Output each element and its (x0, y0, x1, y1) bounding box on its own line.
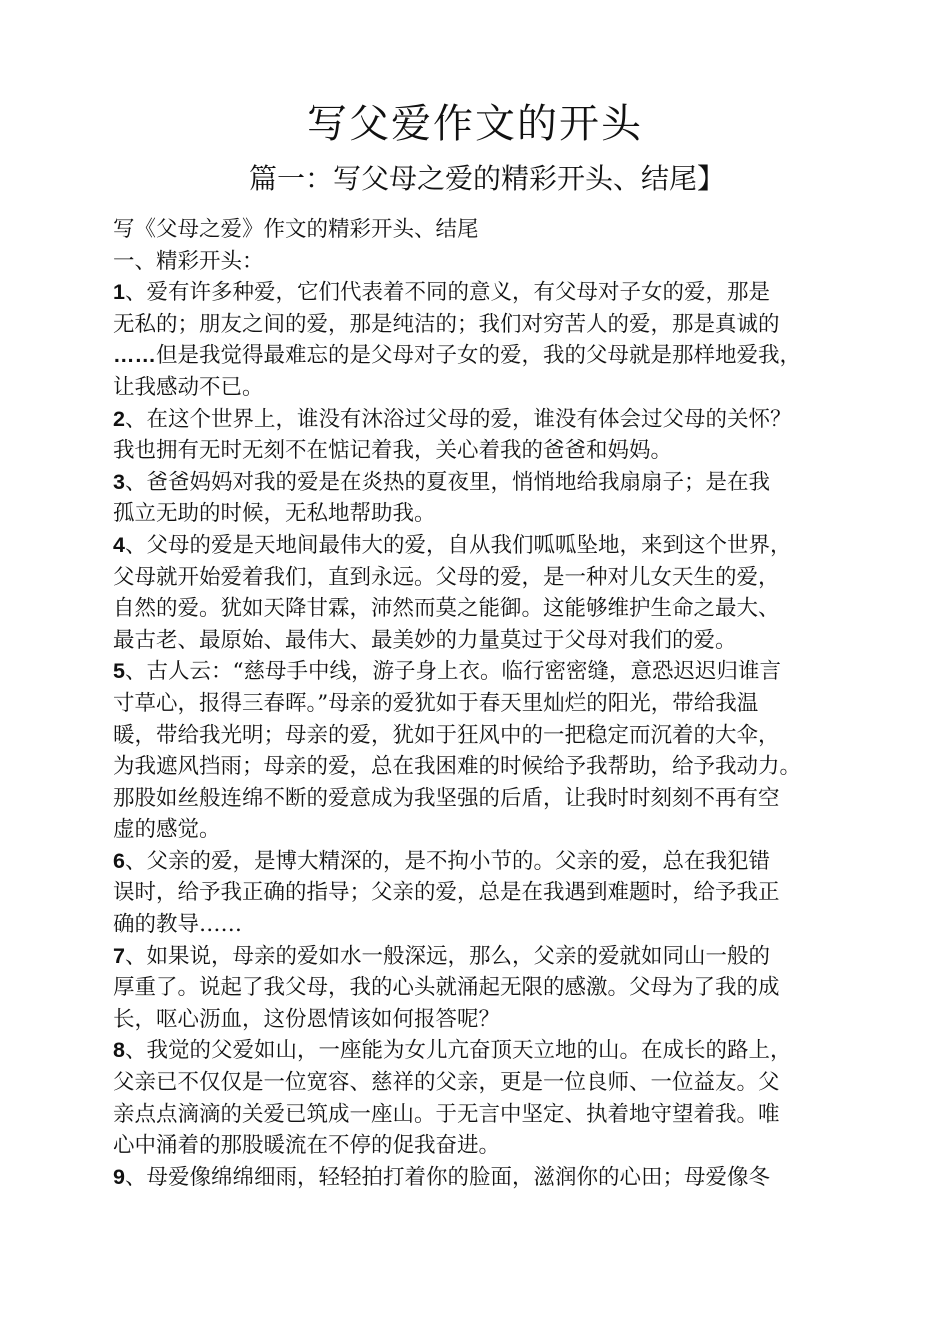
line-text: 、母爱像绵绵细雨，轻轻拍打着你的脸面，滋润你的心田；母爱像冬 (124, 1164, 770, 1190)
line-text: 、古人云：“慈母手中线，游子身上衣。临行密密缝，意恐迟迟归谁言 (124, 659, 781, 685)
line-text: 虚的感觉。 (113, 817, 221, 843)
text-line (113, 877, 853, 909)
text-line (113, 593, 853, 625)
line-text: 、我觉的父爱如山，一座能为女儿亢奋顶天立地的山。在成长的路上， (124, 1038, 792, 1064)
line-text: 孤立无助的时候，无私地帮助我。 (113, 501, 436, 527)
text-line (113, 625, 853, 657)
line-text: 一、精彩开头： (113, 248, 264, 274)
line-text: 、父亲的爱，是博大精深的，是不拘小节的。父亲的爱，总在我犯错 (124, 848, 770, 874)
line-text: 父亲已不仅仅是一位宽容、慈祥的父亲，更是一位良师、一位益友。父 (113, 1070, 780, 1096)
text-line (113, 814, 853, 846)
text-line (113, 1067, 853, 1099)
item-number: 3 (113, 469, 125, 494)
text-line (113, 1099, 853, 1131)
line-text: 让我感动不已。 (113, 374, 264, 400)
line-text: 厚重了。说起了我父母，我的心头就涌起无限的感激。父母为了我的成 (113, 975, 780, 1001)
line-text: 心中涌着的那股暖流在不停的促我奋进。 (113, 1133, 501, 1159)
text-line (113, 562, 853, 594)
text-line (113, 941, 853, 973)
text-line (113, 435, 853, 467)
line-text: 确的教导…… (113, 912, 243, 938)
text-line (113, 688, 853, 720)
text-line (113, 467, 853, 499)
line-text: 暖，带给我光明；母亲的爱，犹如于狂风中的一把稳定而沉着的大伞， (113, 722, 780, 748)
item-number: 5 (113, 659, 125, 684)
text-line (113, 498, 853, 530)
text-line (113, 909, 853, 941)
text-line (113, 404, 853, 436)
text-line (113, 277, 853, 309)
text-line (113, 972, 853, 1004)
item-number: 9 (113, 1164, 125, 1189)
line-text: 亲点点滴滴的关爱已筑成一座山。于无言中坚定、执着地守望着我。唯 (113, 1101, 780, 1127)
text-line (113, 846, 853, 878)
line-text: 自然的爱。犹如天降甘霖，沛然而莫之能御。这能够维护生命之最大、 (113, 596, 780, 622)
line-text: 寸草心，报得三春晖。”母亲的爱犹如于春天里灿烂的阳光，带给我温 (113, 690, 759, 716)
line-text: 无私的；朋友之间的爱，那是纯洁的；我们对穷苦人的爱，那是真诚的 (113, 311, 780, 337)
line-text: 、爱有许多种爱，它们代表着不同的意义，有父母对子女的爱，那是 (124, 280, 770, 306)
item-number: 2 (113, 406, 125, 431)
item-number: 8 (113, 1038, 125, 1063)
page-title: 写父爱作文的开头 (307, 101, 643, 147)
line-text: 最古老、最原始、最伟大、最美妙的力量莫过于父母对我们的爱。 (113, 627, 737, 653)
text-line (113, 720, 853, 752)
item-number: 4 (113, 532, 125, 557)
line-text: 、如果说，母亲的爱如水一般深远，那么，父亲的爱就如同山一般的 (124, 943, 770, 969)
text-line (113, 214, 853, 246)
text-line (113, 246, 853, 278)
text-line (113, 530, 853, 562)
document-body (113, 214, 853, 1193)
text-line (113, 1035, 853, 1067)
line-text: 长，呕心沥血，这份恩情该如何报答呢？ (113, 1006, 501, 1032)
text-line (113, 1004, 853, 1036)
item-number: 6 (113, 848, 125, 873)
line-text: 、父母的爱是天地间最伟大的爱，自从我们呱呱坠地，来到这个世界， (124, 532, 792, 558)
item-number: 7 (113, 943, 125, 968)
line-text: 我也拥有无时无刻不在惦记着我，关心着我的爸爸和妈妈。 (113, 438, 673, 464)
line-text: 误时，给予我正确的指导；父亲的爱，总是在我遇到难题时，给予我正 (113, 880, 780, 906)
text-line (113, 340, 853, 372)
section-subtitle: 篇一：写父母之爱的精彩开头、结尾】 (248, 162, 725, 195)
line-text: 父母就开始爱着我们，直到永远。父母的爱，是一种对儿女天生的爱， (113, 564, 780, 590)
text-line (113, 1162, 853, 1194)
text-line (113, 372, 853, 404)
line-text: 、在这个世界上，谁没有沐浴过父母的爱，谁没有体会过父母的关怀？ (124, 406, 792, 432)
line-text: 那股如丝般连绵不断的爱意成为我坚强的后盾，让我时时刻刻不再有空 (113, 785, 780, 811)
text-line (113, 1130, 853, 1162)
text-line (113, 309, 853, 341)
text-line (113, 751, 853, 783)
text-line (113, 783, 853, 815)
line-text: 为我遮风挡雨；母亲的爱，总在我困难的时候给予我帮助，给予我动力。 (113, 754, 802, 780)
line-text: 写《父母之爱》作文的精彩开头、结尾 (113, 217, 479, 242)
item-number: 1 (113, 280, 125, 305)
item-number: …… (113, 343, 156, 368)
line-text: 但是我觉得最难忘的是父母对子女的爱，我的父母就是那样地爱我， (156, 343, 802, 369)
text-line (113, 656, 853, 688)
line-text: 、爸爸妈妈对我的爱是在炎热的夏夜里，悄悄地给我扇扇子；是在我 (124, 469, 770, 495)
